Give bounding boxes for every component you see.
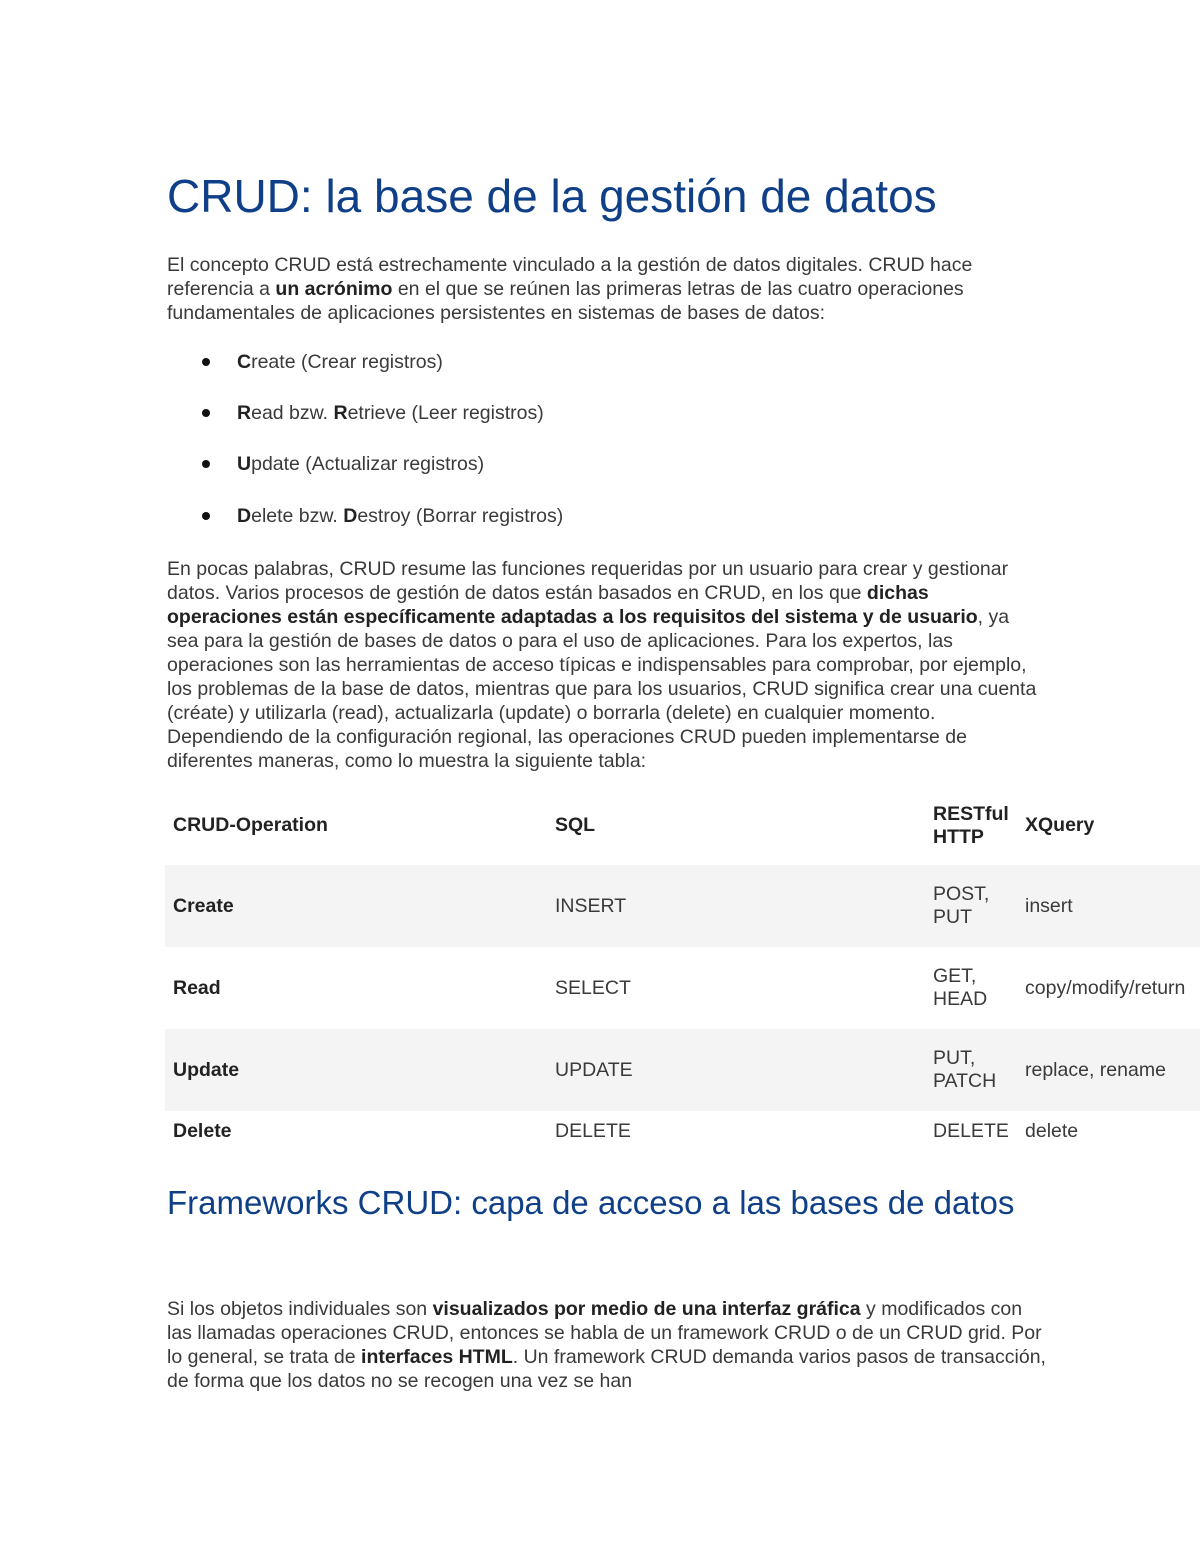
table-cell: UPDATE — [555, 1058, 633, 1081]
table-cell: PUT, PATCH — [933, 1047, 997, 1092]
bullet-icon — [202, 460, 210, 468]
column-header: RESTful HTTP — [933, 802, 1009, 848]
table-cell: DELETE — [933, 1119, 1009, 1142]
bullet-letter: D — [343, 505, 358, 527]
bullet-icon — [202, 512, 210, 520]
bullet-letter: R — [333, 402, 348, 424]
bullet-icon — [202, 358, 210, 366]
bullet-text: etrieve (Leer registros) — [347, 402, 544, 424]
bullet-text: elete bzw. — [251, 505, 344, 527]
table-cell: insert — [1025, 894, 1073, 917]
table-row — [165, 865, 1200, 947]
table-cell: Delete — [173, 1119, 232, 1142]
table-cell: GET, HEAD — [933, 965, 988, 1010]
table-cell: replace, rename — [1025, 1058, 1166, 1081]
table-cell: POST, PUT — [933, 883, 990, 928]
frameworks-bold-1: visualizados por medio de una interfaz gráfica — [432, 1298, 861, 1320]
summary-paragraph — [167, 557, 1037, 773]
frameworks-text-3: . Un framework CRUD demanda varios pasos de transacción, de forma que los datos no se recogen una vez se han — [167, 1346, 1046, 1392]
column-header: SQL — [555, 814, 596, 836]
bullet-icon — [202, 409, 210, 417]
summary-bold-1: dichas operaciones están específicamente adaptadas a los requisitos del sistema y de usuario — [167, 582, 978, 628]
table-cell: Update — [173, 1058, 240, 1081]
table-cell: delete — [1025, 1119, 1079, 1142]
bullet-text: estroy (Borrar registros) — [357, 505, 564, 527]
intro-text-1: El concepto CRUD está estrechamente vinculado a la gestión de datos digitales. CRUD hace referencia a — [167, 254, 973, 300]
table-cell: copy/modify/return — [1025, 976, 1186, 999]
table-row — [165, 1111, 1200, 1151]
table-row — [165, 947, 1200, 1029]
frameworks-bold-2: interfaces HTML — [361, 1346, 513, 1368]
page-title: CRUD: la base de la gestión de datos — [167, 170, 937, 222]
bullet-letter: C — [237, 351, 252, 373]
column-header: XQuery — [1025, 814, 1095, 836]
table-cell: INSERT — [555, 894, 627, 917]
intro-paragraph — [167, 253, 1047, 325]
summary-text-2: , ya sea para la gestión de bases de datos o para el uso de aplicaciones. Para los expertos, las operaciones son las herramientas de acceso típicas e indispensables para comprobar, por ejemplo, los problemas de la base de datos, mientras que para los usuarios, CRUD significa crear una cuenta (créate) y utilizarla (read), actualizarla (update) o borrarla (delete) en cualquier momento. Dependiendo de la configuración regional, las operaciones CRUD pueden implementarse de diferentes maneras, como lo muestra la siguiente tabla: — [167, 606, 1037, 772]
table-cell: DELETE — [555, 1119, 631, 1142]
table-cell: Create — [173, 894, 234, 917]
intro-bold-1: un acrónimo — [275, 278, 393, 300]
frameworks-text-1: Si los objetos individuales son — [167, 1298, 433, 1320]
table-cell: SELECT — [555, 976, 631, 999]
crud-table — [165, 786, 1200, 1151]
bullet-letter: D — [237, 505, 252, 527]
table-row — [165, 1029, 1200, 1111]
bullet-text: reate (Crear registros) — [251, 351, 443, 373]
bullet-letter: R — [237, 402, 252, 424]
table-cell: Read — [173, 976, 221, 999]
section-heading: Frameworks CRUD: capa de acceso a las bases de datos — [167, 1184, 1015, 1221]
column-header: CRUD-Operation — [173, 814, 328, 836]
frameworks-paragraph — [167, 1297, 1047, 1393]
table-header-row — [165, 786, 1200, 865]
bullet-text: ead bzw. — [251, 402, 334, 424]
summary-text-1: En pocas palabras, CRUD resume las funciones requeridas por un usuario para crear y gestionar datos. Varios procesos de gestión de datos están basados en CRUD, en los que — [167, 558, 1009, 604]
frameworks-text-2: y modificados con las llamadas operaciones CRUD, entonces se habla de un framework CRUD o de un CRUD grid. Por lo general, se trata de — [167, 1298, 1042, 1368]
intro-text-2: en el que se reúnen las primeras letras de las cuatro operaciones fundamentales de aplicaciones persistentes en sistemas de bases de datos: — [167, 278, 964, 324]
bullet-text: pdate (Actualizar registros) — [251, 453, 485, 475]
bullet-letter: U — [237, 453, 252, 475]
